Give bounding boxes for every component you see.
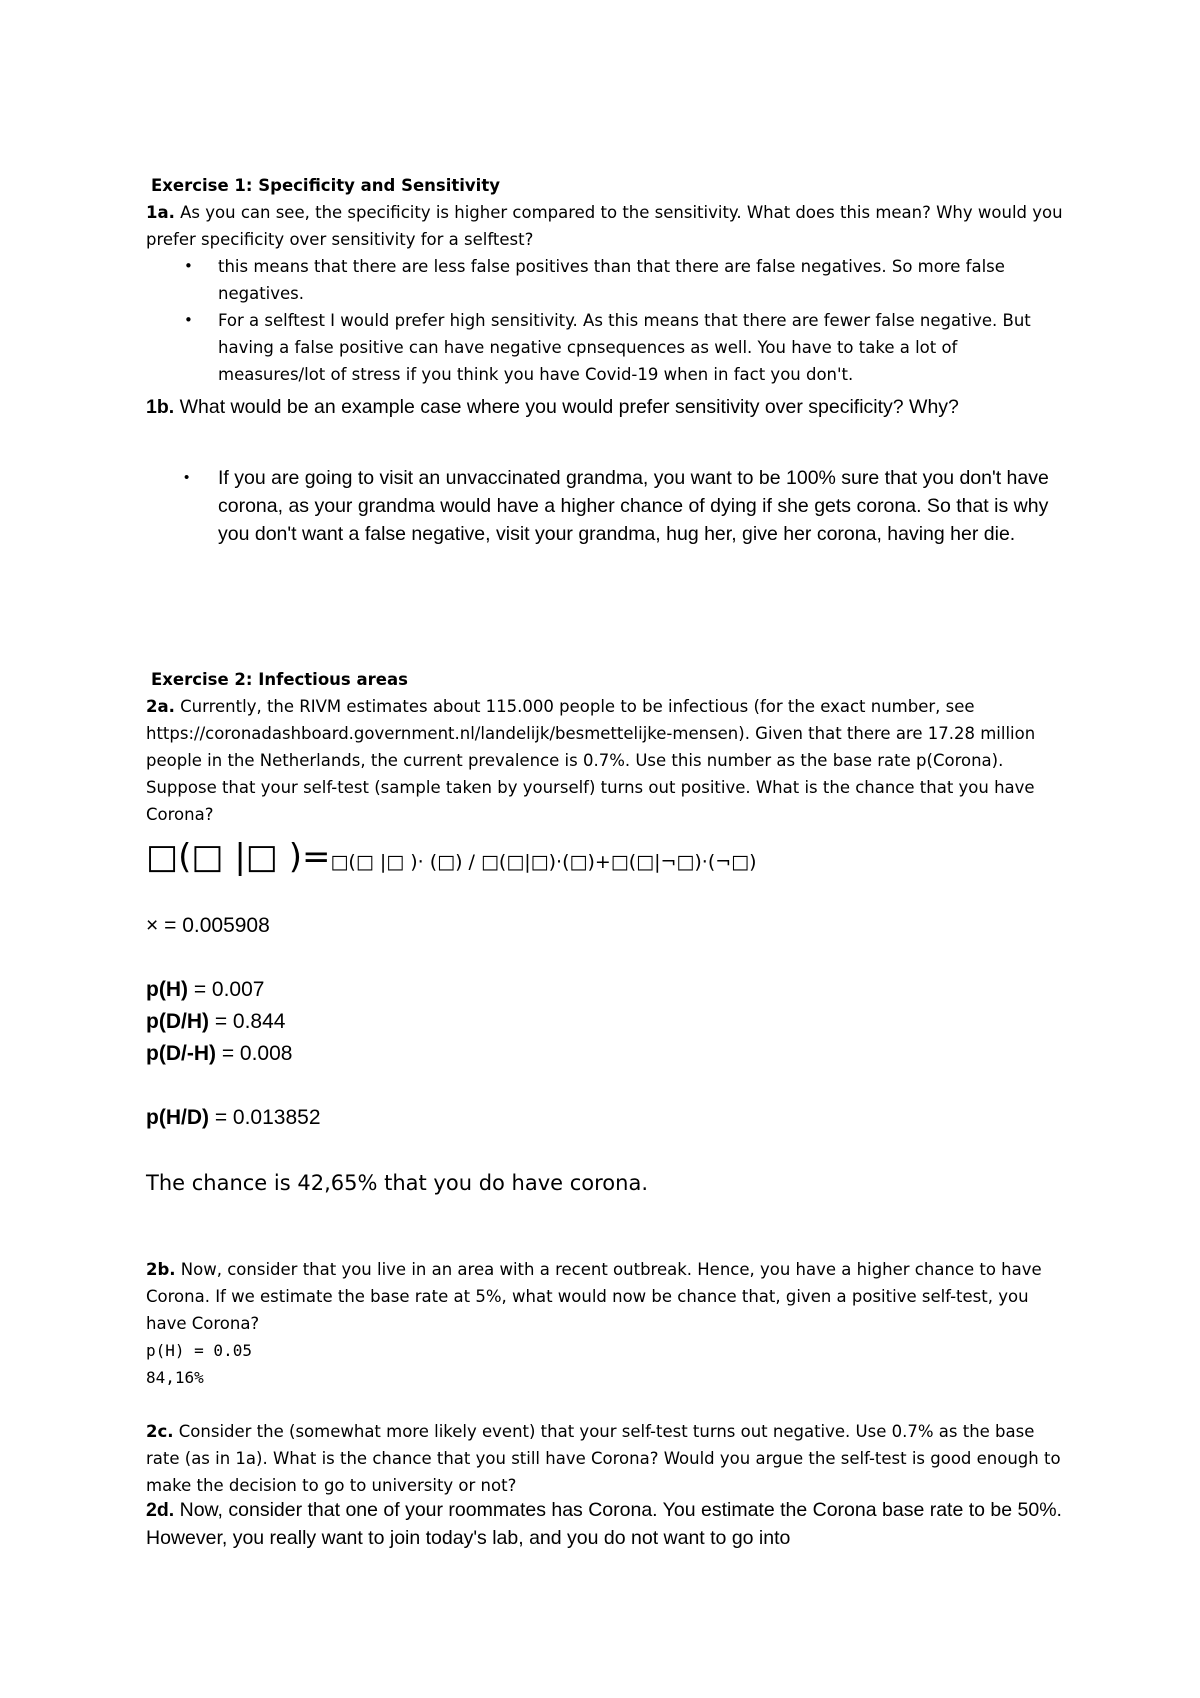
question-2a — [146, 693, 1066, 828]
question-2b-text: Now, consider that you live in an area with a recent outbreak. Hence, you have a higher chance to have Corona. If we estimate the base rate at 5%, what would now be chance that, given a positive self-test, you have Corona? — [146, 1260, 1042, 1333]
question-2b-label: 2b. — [146, 1260, 176, 1279]
answer-2b-line-1: p(H) = 0.05 — [146, 1341, 252, 1360]
answer-1a-list — [146, 253, 1066, 388]
value-pdnh: p(D/-H) = 0.008 — [146, 1042, 293, 1065]
question-1b-text: What would be an example case where you would prefer sensitivity over specificity? Why? — [174, 396, 959, 418]
value-ph: p(H) = 0.007 — [146, 978, 265, 1001]
x-result: × = 0.005908 — [146, 914, 270, 937]
question-2a-text: Currently, the RIVM estimates about 115.000 people to be infectious (for the exact number, see https://coronadashboard.government.nl/landelijk/besmettelijke-mensen). Given that there are 17.28 million people in the Netherlands, the current prevalence is 0.7%. Use this number as the base rate p(Corona). Suppose that your self-test (sample taken by yourself) turns out positive. What is the chance that you have Corona? — [146, 697, 1036, 824]
exercise-2-section — [146, 666, 1066, 828]
question-1b — [146, 393, 1066, 421]
answer-1b-bullet: • If you are going to visit an unvaccinated grandma, you want to be 100% sure that you don't have corona, as your grandma would have a higher chance of dying if she gets corona. So that is why you don't want a false negative, visit your grandma, hug her, give her corona, having her die. — [146, 464, 1066, 548]
answer-2a: The chance is 42,65% that you do have corona. — [146, 1171, 649, 1195]
formula-left: □(□ |□ )= — [146, 837, 331, 877]
answer-2b-line-2: 84,16% — [146, 1368, 204, 1387]
question-2c-label: 2c. — [146, 1422, 174, 1441]
formula-right: □(□ |□ )· (□) / □(□|□)·(□)+□(□|¬□)·(¬□) — [330, 851, 757, 873]
exercise-1-section — [146, 172, 1066, 388]
question-1a-label: 1a. — [146, 203, 175, 222]
question-2a-label: 2a. — [146, 697, 175, 716]
bullet-icon: • — [184, 257, 193, 275]
question-2d — [146, 1496, 1066, 1552]
question-2b — [146, 1256, 1066, 1337]
question-2d-section — [146, 1496, 1066, 1552]
answer-1b-list — [146, 464, 1066, 548]
probability-values — [146, 974, 1066, 1070]
answer-1b-section — [146, 464, 1066, 548]
question-1b-label: 1b. — [146, 396, 175, 418]
answer-2b — [146, 1337, 1066, 1391]
question-2c — [146, 1418, 1066, 1499]
question-1a-text: As you can see, the specificity is higher compared to the sensitivity. What does this mean? Why would you prefer specificity over sensitivity for a selftest? — [146, 203, 1063, 249]
answer-1a-bullet-1: • this means that there are less false positives than that there are false negatives. So more false negatives. — [146, 253, 1066, 307]
bullet-icon: • — [184, 311, 193, 329]
question-2b-section — [146, 1256, 1066, 1337]
question-1a — [146, 199, 1066, 253]
question-2c-section — [146, 1418, 1066, 1499]
question-2d-label: 2d. — [146, 1499, 175, 1521]
value-pdh: p(D/H) = 0.844 — [146, 1010, 286, 1033]
answer-1a-bullet-2: • For a selftest I would prefer high sensitivity. As this means that there are fewer false negative. But having a false positive can have negative cpnsequences as well. You have to take a lot of measures/lot of stress if you think you have Covid-19 when in fact you don't. — [146, 307, 1066, 388]
bullet-icon: • — [184, 469, 190, 486]
exercise-2-title: Exercise 2: Infectious areas — [151, 670, 408, 689]
question-2c-text: Consider the (somewhat more likely event) that your self-test turns out negative. Use 0.7% as the base rate (as in 1a). What is the chance that you still have Corona? Would you argue the self-test is good enough to make the decision to go to university or not? — [146, 1422, 1061, 1495]
exercise-1-title: Exercise 1: Specificity and Sensitivity — [151, 176, 500, 195]
question-2d-text: Now, consider that one of your roommates has Corona. You estimate the Corona base rate to be 50%. However, you really want to join today's lab, and you do not want to go into — [146, 1499, 1062, 1549]
value-phd: p(H/D) = 0.013852 — [146, 1106, 321, 1129]
bayes-formula — [146, 837, 1066, 877]
